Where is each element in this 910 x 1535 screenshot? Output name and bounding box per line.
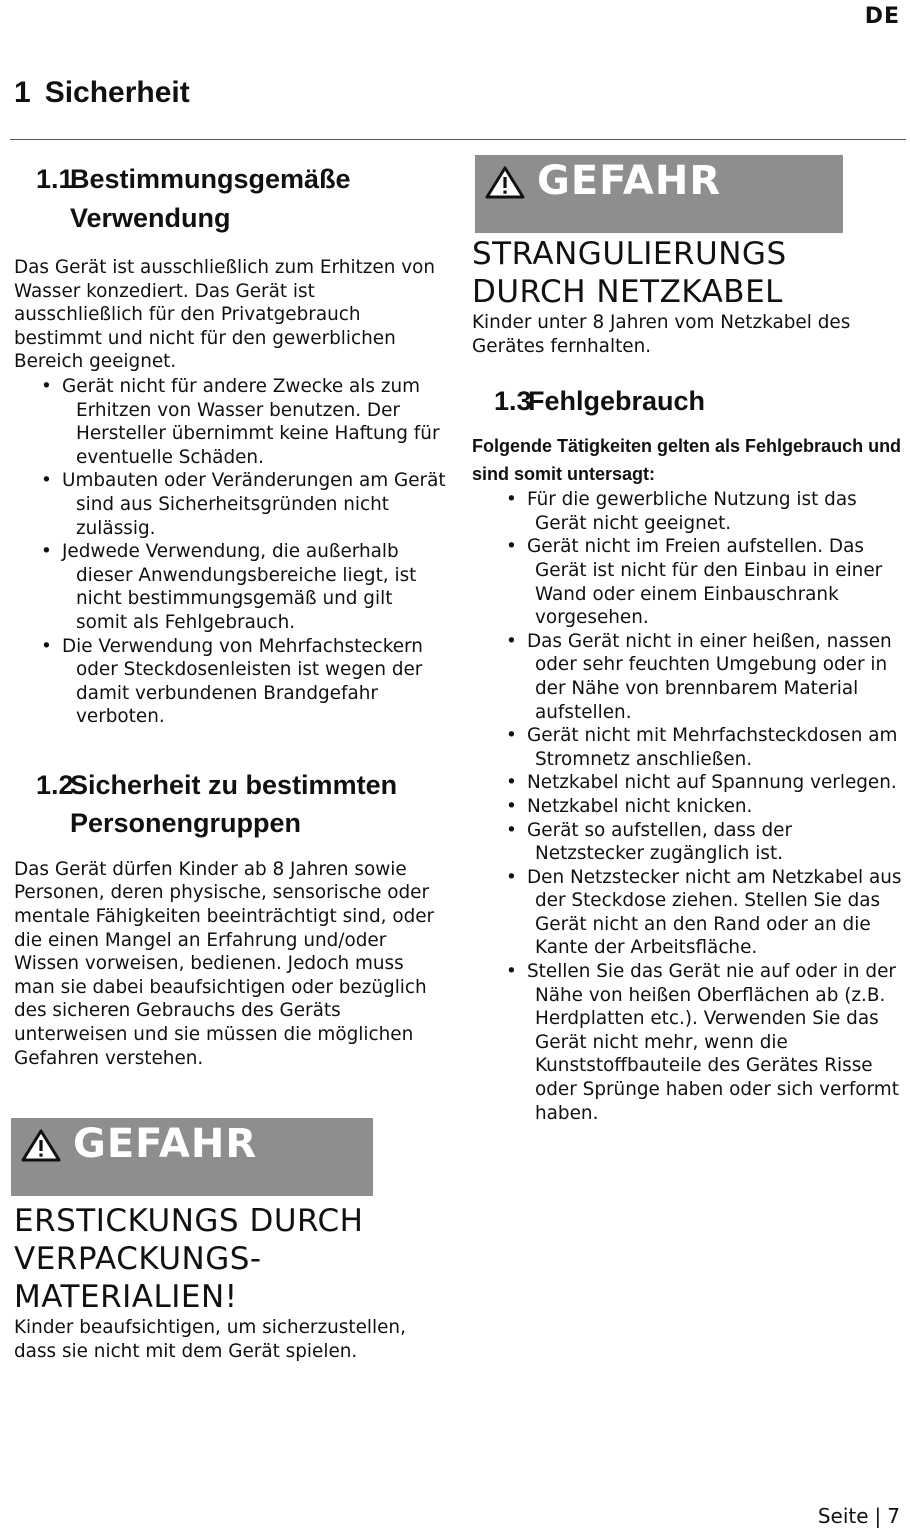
danger-title-line3: MATERIALIEN! bbox=[14, 1279, 238, 1316]
danger-title-line2: VERPACKUNGS- bbox=[14, 1241, 262, 1278]
chapter-title-text: Sicherheit bbox=[44, 76, 190, 109]
language-code: DE bbox=[864, 4, 900, 29]
danger-banner bbox=[11, 1118, 373, 1196]
section-title-line2: Verwendung bbox=[70, 203, 231, 233]
list-item: • Netzkabel nicht auf Spannung verlegen. bbox=[472, 771, 902, 795]
section-number: 1.1 bbox=[36, 164, 74, 194]
danger-banner bbox=[475, 155, 843, 233]
danger-title bbox=[14, 1202, 446, 1316]
section-title-line1: Bestimmungsgemäße bbox=[70, 164, 351, 194]
danger-title-line1: ERSTICKUNGS DURCH bbox=[14, 1203, 364, 1240]
list-item: • Stellen Sie das Gerät nie auf oder in der Nähe von heißen Oberflächen ab (z.B. Herdplatten etc.). Verwenden Sie das Gerät nicht mehr, wenn die Kunststoffbauteile des Gerätes Risse oder Sprünge haben oder sich verformt haben. bbox=[472, 960, 902, 1125]
danger-text: Kinder unter 8 Jahren vom Netzkabel des Gerätes fernhalten. bbox=[472, 312, 851, 357]
danger-label: GEFAHR bbox=[73, 1121, 258, 1168]
page-separator: | bbox=[874, 1504, 882, 1528]
section-1-2-heading bbox=[14, 766, 446, 842]
section-number: 1.2 bbox=[36, 769, 74, 800]
warning-triangle-icon bbox=[485, 165, 525, 199]
chapter-divider bbox=[10, 139, 906, 140]
page-number: 7 bbox=[887, 1504, 900, 1528]
chapter-number: 1 bbox=[14, 76, 31, 109]
section-1-1-bullets bbox=[14, 375, 446, 729]
section-1-1-heading bbox=[14, 160, 446, 238]
section-1-1-intro: Das Gerät ist ausschließlich zum Erhitzen von Wasser konzediert. Das Gerät ist ausschließlich für den Privatgebrauch bestimmt und nicht für den gewerblichen Bereich geeignet. bbox=[14, 257, 436, 373]
section-number: 1.3 bbox=[494, 386, 532, 417]
page-label: Seite bbox=[817, 1504, 869, 1528]
danger-text: Kinder beaufsichtigen, um sicherzustellen, dass sie nicht mit dem Gerät spielen. bbox=[14, 1317, 406, 1362]
chapter-title bbox=[14, 76, 190, 110]
section-title-line1: Sicherheit zu bestimmten bbox=[70, 769, 398, 800]
list-item: • Jedwede Verwendung, die außerhalb dieser Anwendungsbereiche liegt, ist nicht bestimmungsgemäß und gilt somit als Fehlgebrauch. bbox=[14, 540, 446, 634]
danger-title-line2: DURCH NETZKABEL bbox=[472, 274, 783, 310]
warning-triangle-icon bbox=[21, 1128, 61, 1162]
list-item: • Gerät nicht im Freien aufstellen. Das Gerät ist nicht für den Einbau in einer Wand oder einem Einbauschrank vorgesehen. bbox=[472, 535, 902, 629]
section-personal-groups bbox=[14, 766, 446, 1070]
section-title-line2: Personengruppen bbox=[70, 807, 302, 838]
section-1-2-body: Das Gerät dürfen Kinder ab 8 Jahren sowie Personen, deren physische, sensorische oder mentale Fähigkeiten beeinträchtigt sind, oder die einen Mangel an Erfahrung und/oder Wissen vorweisen, bedienen. Jedoch muss man sie dabei beaufsichtigen oder bezüglich des sicheren Gebrauchs des Geräts unterweisen und sie müssen die möglichen Gefahren verstehen. bbox=[14, 858, 435, 1069]
danger-label: GEFAHR bbox=[537, 158, 722, 204]
section-1-3-bullets bbox=[472, 488, 902, 1125]
list-item: • Netzkabel nicht knicken. bbox=[472, 795, 902, 819]
left-column bbox=[14, 160, 446, 1363]
danger-title-line1: STRANGULIERUNGS bbox=[472, 236, 787, 272]
right-column bbox=[472, 155, 902, 1125]
misuse-lead: Folgende Tätigkeiten gelten als Fehlgebrauch und sind somit untersagt: bbox=[472, 436, 902, 485]
list-item: • Für die gewerbliche Nutzung ist das Gerät nicht geeignet. bbox=[472, 488, 902, 535]
section-misuse bbox=[472, 382, 902, 1125]
list-item: • Die Verwendung von Mehrfachsteckern oder Steckdosenleisten ist wegen der damit verbundenen Brandgefahr verboten. bbox=[14, 635, 446, 729]
list-item: • Gerät nicht für andere Zwecke als zum Erhitzen von Wasser benutzen. Der Hersteller übernimmt keine Haftung für eventuelle Schäden. bbox=[14, 375, 446, 469]
danger-notice-strangulation bbox=[472, 155, 902, 358]
list-item: • Gerät so aufstellen, dass der Netzstecker zugänglich ist. bbox=[472, 819, 902, 866]
section-title: Fehlgebrauch bbox=[528, 386, 706, 417]
section-1-3-heading bbox=[472, 382, 902, 420]
list-item: • Den Netzstecker nicht am Netzkabel aus der Steckdose ziehen. Stellen Sie das Gerät nicht an den Rand oder an die Kante der Arbeitsfläche. bbox=[472, 866, 902, 960]
list-item: • Umbauten oder Veränderungen am Gerät sind aus Sicherheitsgründen nicht zulässig. bbox=[14, 469, 446, 540]
danger-title bbox=[472, 235, 902, 311]
list-item: • Gerät nicht mit Mehrfachsteckdosen am Stromnetz anschließen. bbox=[472, 724, 902, 771]
danger-notice-suffocation bbox=[14, 1118, 446, 1363]
page-footer bbox=[818, 1504, 900, 1528]
section-intended-use bbox=[14, 160, 446, 729]
list-item: • Das Gerät nicht in einer heißen, nassen oder sehr feuchten Umgebung oder in der Nähe von brennbarem Material aufstellen. bbox=[472, 630, 902, 724]
